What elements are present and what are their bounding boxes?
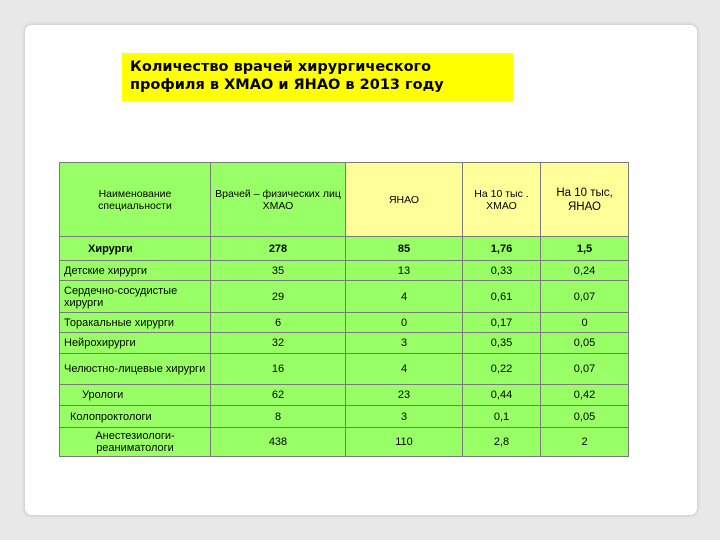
table-row xyxy=(60,428,629,457)
row-hmao-per-10k: 0,17 xyxy=(463,313,541,333)
row-yanao: 3 xyxy=(346,406,463,428)
row-hmao: 16 xyxy=(211,354,346,385)
row-hmao: 62 xyxy=(211,385,346,406)
header-hmao-doctors: Врачей – физических лиц ХМАО xyxy=(211,163,346,237)
row-yanao-per-10k: 0 xyxy=(541,313,629,333)
title-line-1: Количество врачей хирургического xyxy=(130,59,432,75)
row-hmao: 35 xyxy=(211,261,346,281)
row-yanao: 0 xyxy=(346,313,463,333)
title-line-2: профиля в ХМАО и ЯНАО в 2013 году xyxy=(130,77,444,93)
row-yanao-per-10k: 0,42 xyxy=(541,385,629,406)
row-yanao: 4 xyxy=(346,281,463,313)
row-yanao-per-10k: 0,24 xyxy=(541,261,629,281)
row-yanao: 3 xyxy=(346,333,463,354)
row-hmao: 8 xyxy=(211,406,346,428)
row-name: Анестезиологи-реаниматологи xyxy=(60,428,211,457)
header-specialty: Наименование специальности xyxy=(60,163,211,237)
surgeons-table xyxy=(59,162,629,457)
slide-title xyxy=(122,53,513,101)
header-yanao: ЯНАО xyxy=(346,163,463,237)
row-name: Колопроктологи xyxy=(60,406,211,428)
row-yanao-per-10k: 0,07 xyxy=(541,281,629,313)
row-name: Хирурги xyxy=(60,237,211,261)
row-hmao-per-10k: 0,44 xyxy=(463,385,541,406)
table-row xyxy=(60,385,629,406)
row-yanao-per-10k: 2 xyxy=(541,428,629,457)
table-row xyxy=(60,406,629,428)
row-hmao-per-10k: 0,35 xyxy=(463,333,541,354)
table-row xyxy=(60,354,629,385)
row-name: Торакальные хирурги xyxy=(60,313,211,333)
table-row xyxy=(60,333,629,354)
row-hmao: 438 xyxy=(211,428,346,457)
row-yanao: 23 xyxy=(346,385,463,406)
row-name: Челюстно-лицевые хирурги xyxy=(60,354,211,385)
row-hmao-per-10k: 0,33 xyxy=(463,261,541,281)
row-hmao-per-10k: 2,8 xyxy=(463,428,541,457)
row-name: Урологи xyxy=(60,385,211,406)
row-hmao: 32 xyxy=(211,333,346,354)
table-header-row xyxy=(60,163,629,237)
row-yanao: 13 xyxy=(346,261,463,281)
row-yanao: 110 xyxy=(346,428,463,457)
row-name: Детские хирурги xyxy=(60,261,211,281)
row-yanao-per-10k: 0,05 xyxy=(541,333,629,354)
row-hmao: 278 xyxy=(211,237,346,261)
row-yanao-per-10k: 0,07 xyxy=(541,354,629,385)
row-yanao-per-10k: 0,05 xyxy=(541,406,629,428)
row-hmao: 6 xyxy=(211,313,346,333)
header-hmao-per-10k: На 10 тыс . ХМАО xyxy=(463,163,541,237)
row-name: Сердечно-сосудистые хирурги xyxy=(60,281,211,313)
row-name: Нейрохирурги xyxy=(60,333,211,354)
row-hmao-per-10k: 0,61 xyxy=(463,281,541,313)
row-yanao-per-10k: 1,5 xyxy=(541,237,629,261)
row-hmao-per-10k: 1,76 xyxy=(463,237,541,261)
row-yanao: 85 xyxy=(346,237,463,261)
row-hmao-per-10k: 0,1 xyxy=(463,406,541,428)
table-row xyxy=(60,313,629,333)
row-hmao: 29 xyxy=(211,281,346,313)
header-yanao-per-10k: На 10 тыс, ЯНАО xyxy=(541,163,629,237)
table-row xyxy=(60,237,629,261)
table-row xyxy=(60,261,629,281)
row-yanao: 4 xyxy=(346,354,463,385)
row-hmao-per-10k: 0,22 xyxy=(463,354,541,385)
table-row xyxy=(60,281,629,313)
